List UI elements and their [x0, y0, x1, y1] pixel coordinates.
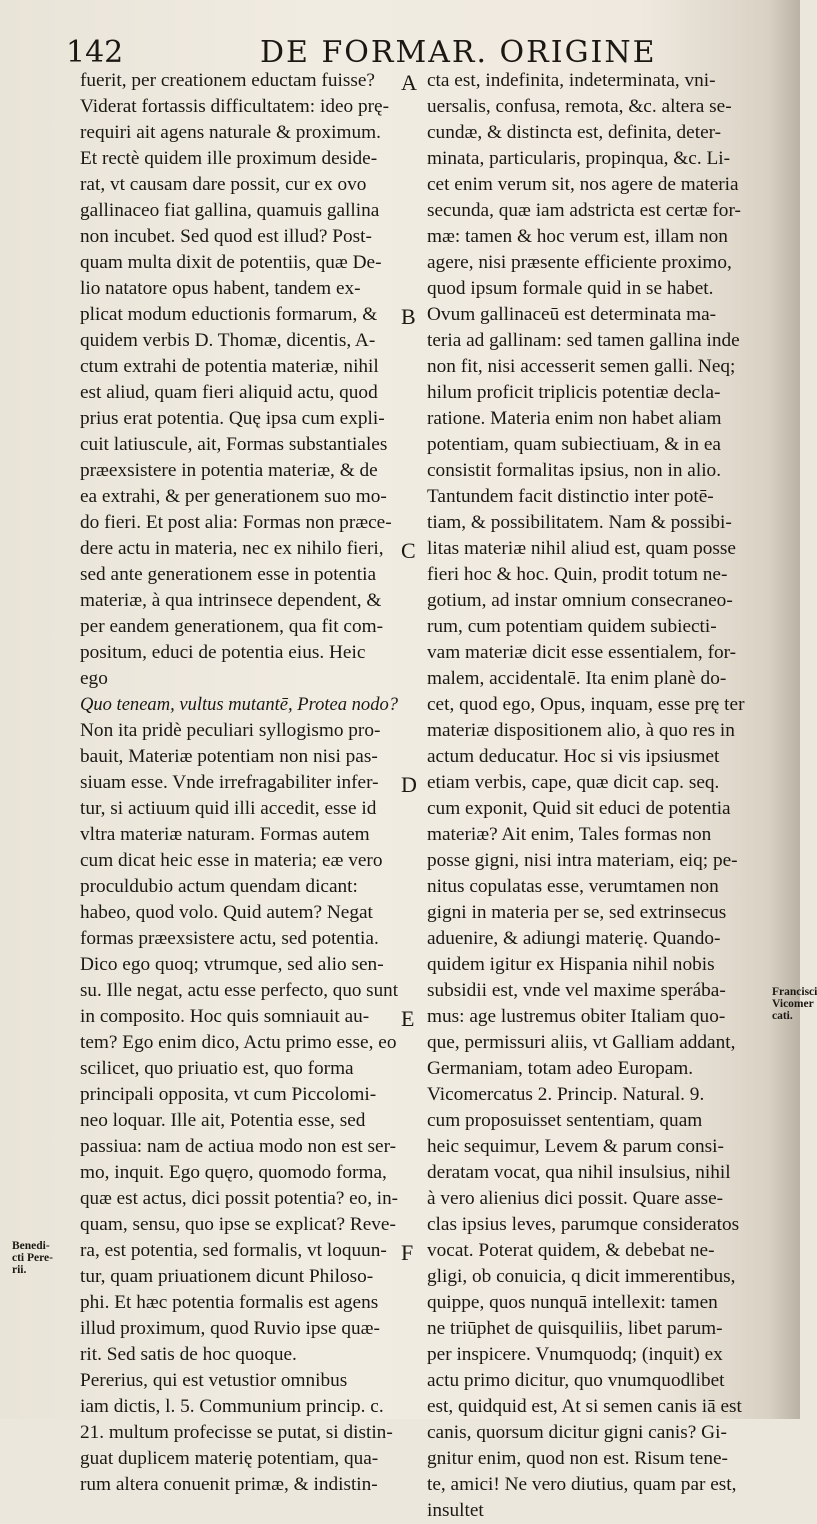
text-line: formas præexsistere actu, sed potentia.	[80, 928, 379, 949]
text-line: potentiam, quam subiectiuam, & in ea	[427, 434, 721, 455]
text-line: neo loquar. Ille ait, Potentia esse, sed	[80, 1110, 366, 1131]
text-line: per inspicere. Vnumquodq; (inquit) ex	[427, 1344, 723, 1365]
text-line: materiæ, à qua intrinsece dependent, &	[80, 590, 382, 611]
section-marker-e: E	[401, 1006, 415, 1031]
text-line: ra, est potentia, sed formalis, vt loquun-	[80, 1240, 387, 1261]
text-line: secunda, quæ iam adstricta est certæ for-	[427, 200, 741, 221]
text-line: rat, vt causam dare possit, cur ex ovo	[80, 174, 367, 195]
text-line: clas ipsius leves, parumque consideratos	[427, 1214, 740, 1235]
text-line: mus: age lustremus obiter Italiam quo-	[427, 1006, 726, 1027]
text-line: heic sequimur, Levem & parum consi-	[427, 1136, 724, 1157]
marginal-note-line: rii.	[12, 1264, 27, 1276]
text-line: cet, quod ego, Opus, inquam, esse prę ter	[427, 694, 745, 715]
text-line: do fieri. Et post alia: Formas non præce-	[80, 512, 392, 533]
text-line: habeo, quod volo. Quid autem? Negat	[80, 902, 373, 923]
marginal-note-pererius	[12, 1240, 53, 1276]
text-line: non fit, nisi accesserit semen galli. Neq;	[427, 356, 736, 377]
text-line: mo, inquit. Ego quęro, quomodo forma,	[80, 1162, 387, 1183]
text-line: malem, accidentalē. Ita enim planè do-	[427, 668, 727, 689]
text-line: Non ita pridè peculiari syllogismo pro-	[80, 720, 381, 741]
text-line: su. Ille negat, actu esse perfecto, quo sunt	[80, 980, 399, 1001]
text-line: cum exponit, Quid sit educi de potentia	[427, 798, 731, 819]
text-line: positum, educi de potentia eius. Heic	[80, 642, 366, 663]
text-line: Vicomercatus 2. Princip. Natural. 9.	[427, 1084, 705, 1105]
text-line: scilicet, quo priuatio est, quo forma	[80, 1058, 354, 1079]
text-line: est aliud, quam fieri aliquid actu, quod	[80, 382, 378, 403]
text-line: tiam, & possibilitatem. Nam & possibi-	[427, 512, 732, 533]
text-line: actu primo dicitur, quo vnumquodlibet	[427, 1370, 725, 1391]
text-line: gnitur enim, quod non est. Risum tene-	[427, 1448, 728, 1469]
text-line: rum altera conuenit primæ, & indistin-	[80, 1474, 378, 1495]
text-line: quidem igitur ex Hispania nihil nobis	[427, 954, 715, 975]
marginal-note-line: Benedi-	[12, 1240, 50, 1252]
text-line: litas materiæ nihil aliud est, quam posse	[427, 538, 736, 559]
text-line: per eandem generationem, qua fit com-	[80, 616, 384, 637]
text-line: tur, quam priuationem dicunt Philoso-	[80, 1266, 374, 1287]
text-line: gallinaceo fiat gallina, quamuis gallina	[80, 200, 380, 221]
text-line: quippe, quos nunquā intellexit: tamen	[427, 1292, 718, 1313]
text-line: quam, sensu, quo ipse se explicat? Reve-	[80, 1214, 396, 1235]
text-line: cundæ, & distincta est, definita, deter-	[427, 122, 722, 143]
text-line: Pererius, qui est vetustior omnibus	[80, 1370, 348, 1391]
text-line: prius erat potentia. Quę ipsa cum expli-	[80, 408, 385, 429]
text-line: Quo teneam, vultus mutantē, Protea nodo?	[80, 694, 398, 715]
text-line: materiæ dispositionem alio, à quo res in	[427, 720, 735, 741]
text-line: 21. multum profecisse se putat, si distin-	[80, 1422, 393, 1443]
text-line: guat duplicem materię potentiam, qua-	[80, 1448, 379, 1469]
section-marker-b: B	[401, 304, 416, 329]
text-line: proculdubio actum quendam dicant:	[80, 876, 358, 897]
text-line: Ovum gallinaceū est determinata ma-	[427, 304, 717, 325]
text-line: dere actu in materia, nec ex nihilo fieri,	[80, 538, 384, 559]
text-line: plicat modum eductionis formarum, &	[80, 304, 378, 325]
text-line: est, quidquid est, At si semen canis iā est	[427, 1396, 742, 1417]
text-line: quod ipsum formale quid in se habet.	[427, 278, 714, 299]
text-line: hilum proficit triplicis potentiæ decla-	[427, 382, 721, 403]
section-marker-f: F	[401, 1240, 414, 1265]
text-line: minata, particularis, propinqua, &c. Li-	[427, 148, 731, 169]
text-line: ego	[80, 668, 108, 689]
text-line: rum, cum potentiam quidem subiecti-	[427, 616, 717, 637]
text-line: agere, nisi præsente efficiente proximo,	[427, 252, 732, 273]
text-line: tur, si actiuum quid illi accedit, esse id	[80, 798, 377, 819]
text-line: Germaniam, totam adeo Europam.	[427, 1058, 694, 1079]
text-line: teria ad gallinam: sed tamen gallina inde	[427, 330, 740, 351]
text-line: aduenire, & adiungi materię. Quando-	[427, 928, 721, 949]
text-line: in composito. Hoc quis somniauit au-	[80, 1006, 370, 1027]
text-line: que, permissuri aliis, vt Galliam addant,	[427, 1032, 736, 1053]
text-line: consistit formalitas ipsius, non in alio.	[427, 460, 722, 481]
section-marker-d: D	[401, 772, 417, 797]
text-line: fuerit, per creationem eductam fuisse?	[80, 70, 375, 91]
marginal-note-line: cti Pere-	[12, 1252, 53, 1264]
text-line: vocat. Poterat quidem, & debebat ne-	[427, 1240, 715, 1261]
text-line: cum dicat heic esse in materia; eæ vero	[80, 850, 383, 871]
text-line: quidem verbis D. Thomæ, dicentis, A-	[80, 330, 376, 351]
text-line: tem? Ego enim dico, Actu primo esse, eo	[80, 1032, 397, 1053]
text-line: actum deducatur. Hoc si vis ipsiusmet	[427, 746, 720, 767]
text-line: ne triūphet de quisquiliis, libet parum-	[427, 1318, 723, 1339]
text-line: à vero alienius dici possit. Quare asse-	[427, 1188, 724, 1209]
text-line: fieri hoc & hoc. Quin, prodit totum ne-	[427, 564, 728, 585]
text-line: ea extrahi, & per generationem suo mo-	[80, 486, 387, 507]
right-column	[427, 68, 770, 1524]
text-line: vam materiæ dicit esse essentialem, for-	[427, 642, 737, 663]
text-line: phi. Et hæc potentia formalis est agens	[80, 1292, 379, 1313]
text-line: passiua: nam de actiua modo non est ser-	[80, 1136, 397, 1157]
text-line: sed ante generationem esse in potentia	[80, 564, 377, 585]
text-line: ctum extrahi de potentia materiæ, nihil	[80, 356, 379, 377]
text-line: Tantundem facit distinctio inter potē-	[427, 486, 714, 507]
text-line: requiri ait agens naturale & proximum.	[80, 122, 381, 143]
text-line: cet enim verum sit, nos agere de materia	[427, 174, 739, 195]
text-line: principali opposita, vt cum Piccolomi-	[80, 1084, 377, 1105]
text-line: Dico ego quoq; vtrumque, sed alio sen-	[80, 954, 384, 975]
text-line: ratione. Materia enim non habet aliam	[427, 408, 722, 429]
text-line: lio natatore opus habent, tandem ex-	[80, 278, 361, 299]
text-line: Et rectè quidem ille proximum deside-	[80, 148, 378, 169]
text-line: Viderat fortassis difficultatem: ideo prę-	[80, 96, 390, 117]
text-line: vltra materiæ naturam. Formas autem	[80, 824, 370, 845]
text-line: materiæ? Ait enim, Tales formas non	[427, 824, 712, 845]
text-line: quam multa dixit de potentiis, quæ De-	[80, 252, 382, 273]
text-line: mæ: tamen & hoc verum est, illam non	[427, 226, 728, 247]
text-line: subsidii est, vnde vel maxime sperába-	[427, 980, 726, 1001]
text-line: gligi, ob conuicia, q dicit immerentibus,	[427, 1266, 736, 1287]
text-line: gotium, ad instar omnium consecraneo-	[427, 590, 733, 611]
text-line: non incubet. Sed quod est illud? Post-	[80, 226, 372, 247]
text-line: deratam vocat, qua nihil insulsius, nihil	[427, 1162, 731, 1183]
text-line: etiam verbis, cape, quæ dicit cap. seq.	[427, 772, 720, 793]
text-line: bauit, Materiæ potentiam non nisi pas-	[80, 746, 378, 767]
text-line: illud proximum, quod Ruvio ipse quæ-	[80, 1318, 380, 1339]
text-line: siuam esse. Vnde irrefragabiliter infer-	[80, 772, 379, 793]
text-line: iam dictis, l. 5. Communium princip. c.	[80, 1396, 384, 1417]
text-line: uersalis, confusa, remota, &c. altera se-	[427, 96, 732, 117]
text-line: nitus copulatas esse, verumtamen non	[427, 876, 719, 897]
text-line: insultet	[427, 1500, 484, 1521]
text-line: gigni in materia per se, sed extrinsecus	[427, 902, 727, 923]
section-marker-c: C	[401, 538, 416, 563]
left-column	[80, 68, 398, 1498]
marginal-note-line: cati.	[772, 1010, 793, 1022]
text-line: cta est, indefinita, indeterminata, vni-	[427, 70, 716, 91]
text-line: te, amici! Ne vero diutius, quam par est,	[427, 1474, 737, 1495]
text-line: quæ est actus, dici possit potentia? eo, in-	[80, 1188, 399, 1209]
page-number: 142	[66, 35, 124, 70]
marginal-note-line: Vicomer	[772, 998, 814, 1010]
text-line: cum proposuisset sententiam, quam	[427, 1110, 703, 1131]
section-marker-a: A	[401, 70, 417, 95]
text-line: rit. Sed satis de hoc quoque.	[80, 1344, 297, 1365]
text-line: posse gigni, nisi intra materiam, eiq; pe-	[427, 850, 738, 871]
text-line: cuit latiuscule, ait, Formas substantiales	[80, 434, 388, 455]
page-header	[0, 33, 800, 73]
running-title: DE FORMAR. ORIGINE	[260, 35, 657, 70]
marginal-note-line: Francisci	[772, 986, 817, 998]
text-line: præexsistere in potentia materiæ, & de	[80, 460, 378, 481]
text-line: canis, quorsum dicitur gigni canis? Gi-	[427, 1422, 727, 1443]
marginal-note-vicomercatus	[772, 986, 817, 1022]
